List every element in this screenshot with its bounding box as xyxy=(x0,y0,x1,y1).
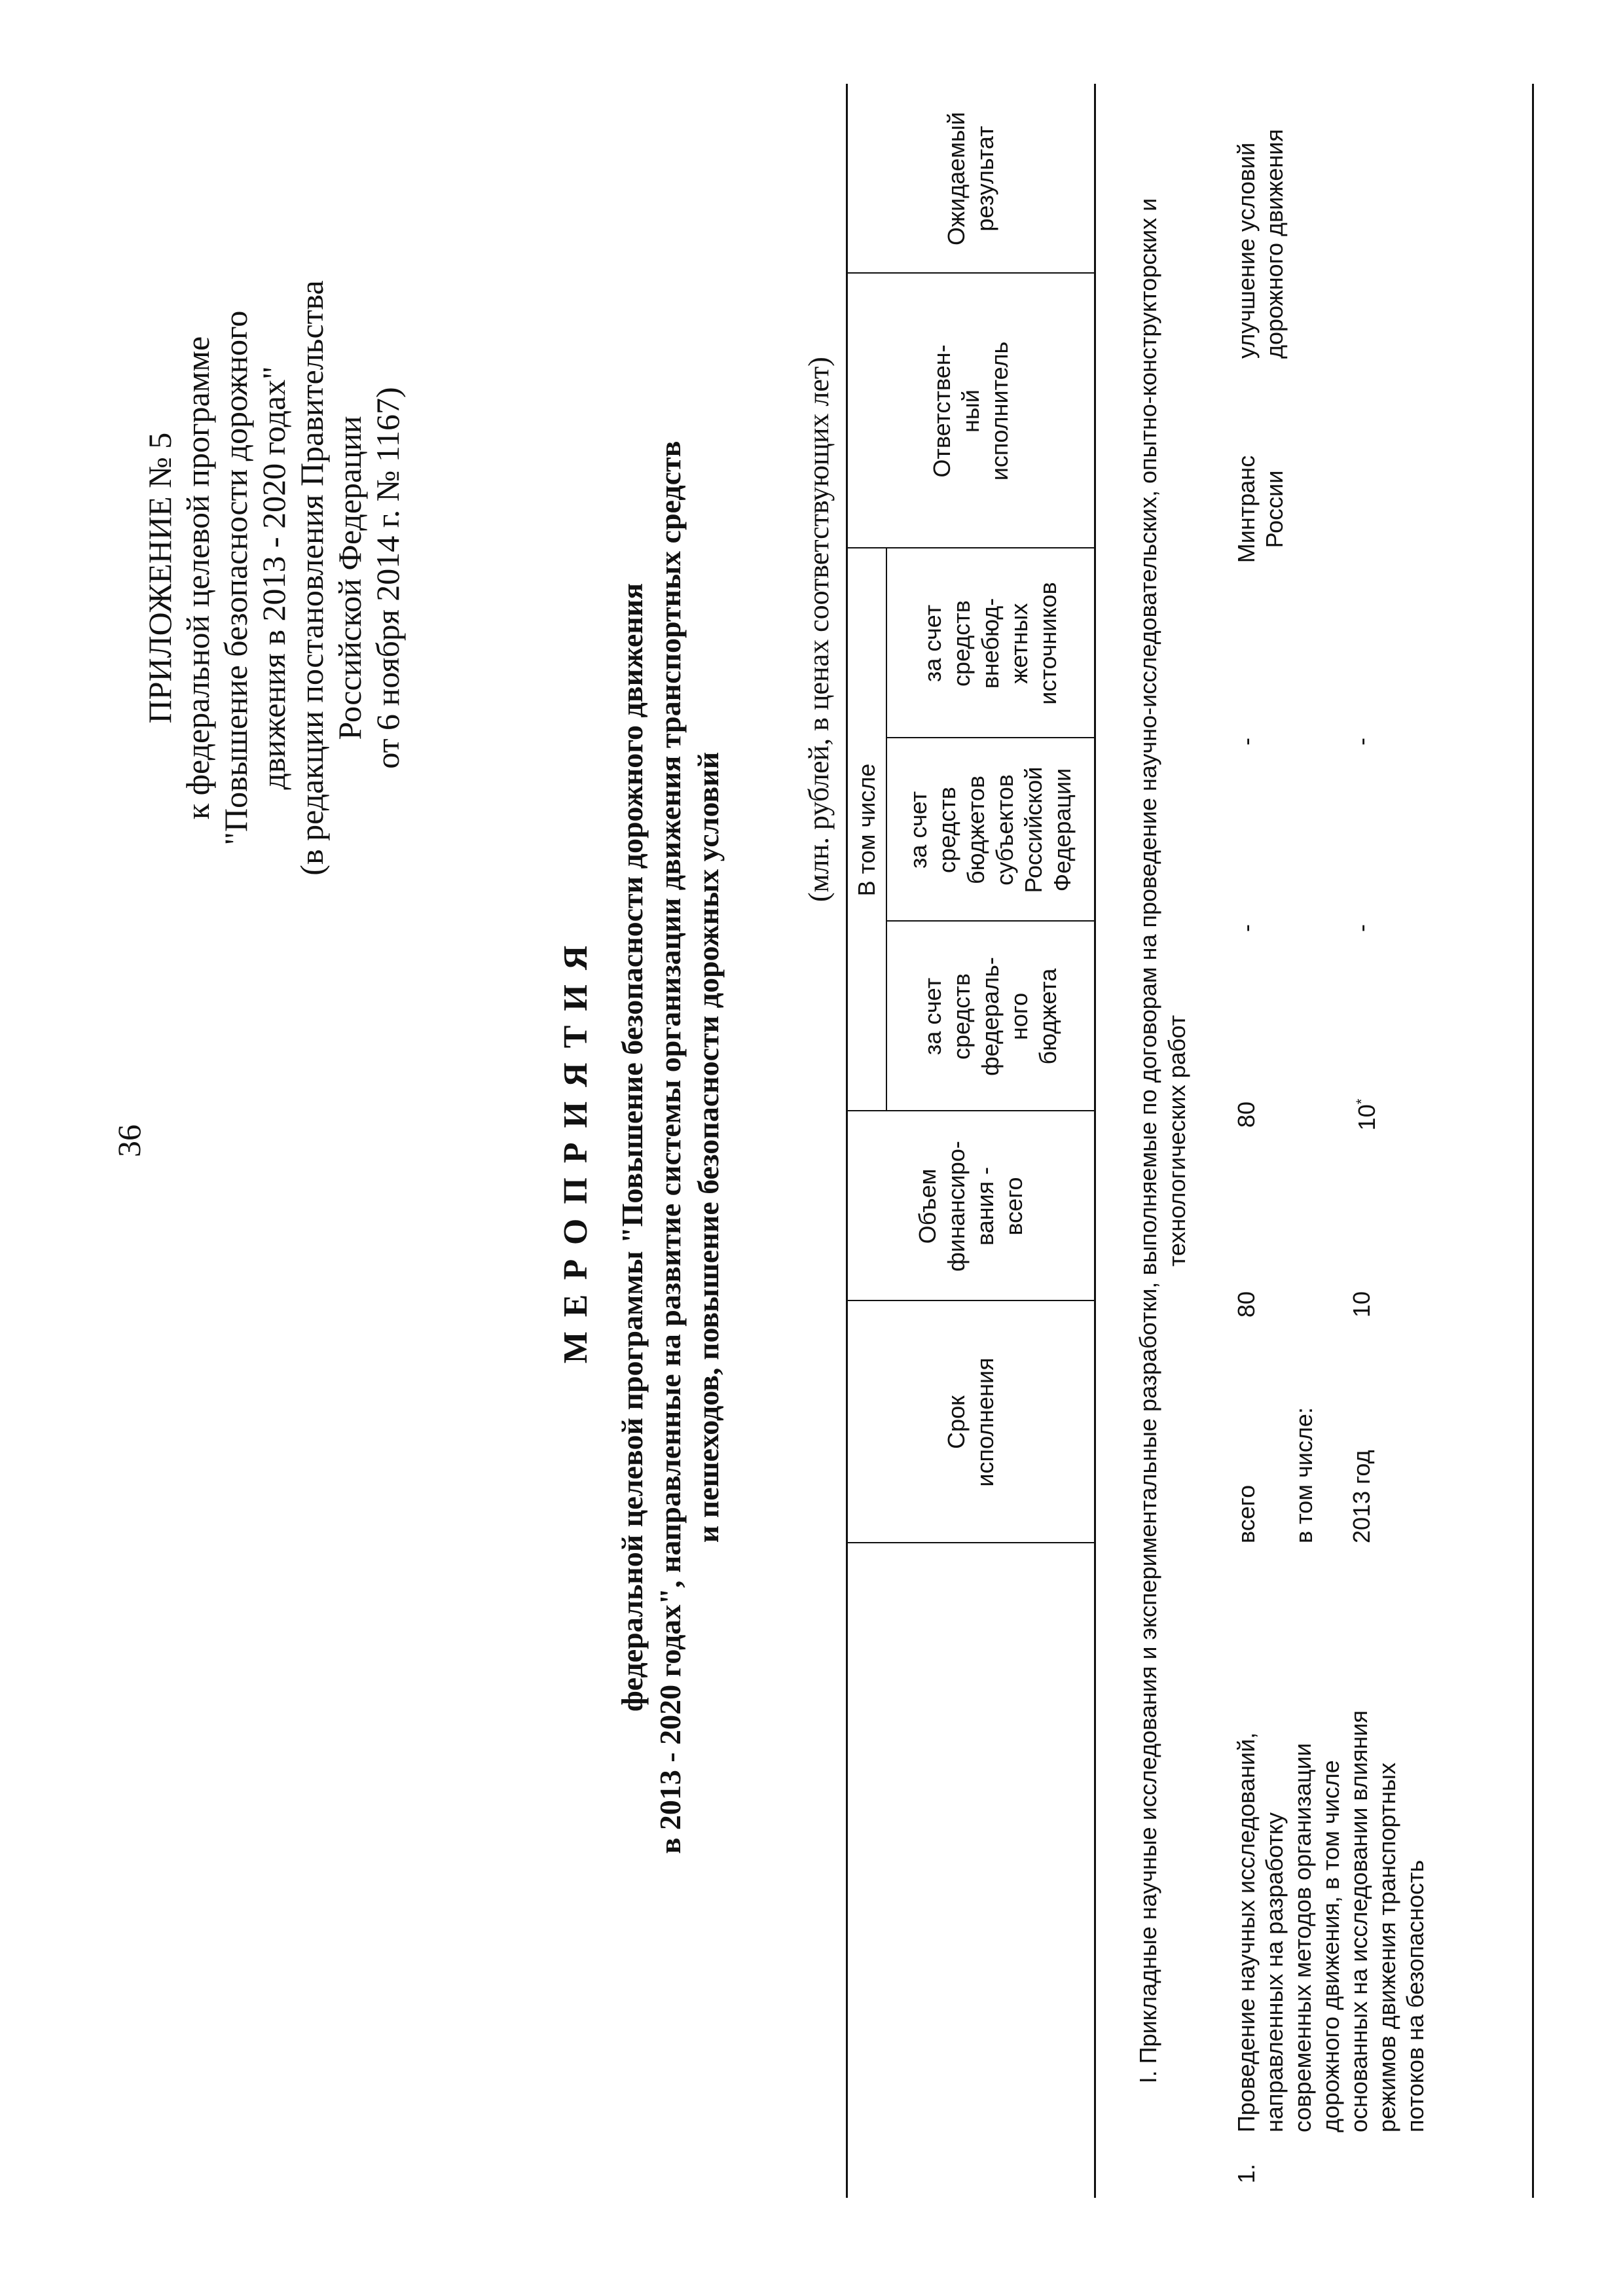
col-result-header: Ожидаемый результат xyxy=(943,112,998,245)
row-federal: 80 xyxy=(1233,1101,1260,1128)
appendix-line: Российской Федерации xyxy=(331,416,368,740)
page-number: 36 xyxy=(111,1124,147,1157)
footnote-mark: * xyxy=(1353,1098,1370,1105)
title-sub-line: в 2013 - 2020 годах", направленные на развитие системы организации движения транспортных средств xyxy=(653,440,687,1854)
row-number: 1. xyxy=(1233,2163,1260,2183)
appendix-line: движения в 2013 - 2020 годах" xyxy=(255,366,292,790)
col-regional-header: за счет средств бюджетов субъектов Российской Федерации xyxy=(905,766,1076,893)
document-title xyxy=(556,110,727,2185)
row-term: всего xyxy=(1233,1484,1260,1543)
title-main: МЕРОПРИЯТИЯ xyxy=(557,931,594,1364)
row-extra: - xyxy=(1348,738,1375,745)
row-description: Проведение научных исследований, направленных на разработку современных методов организации дорожного движения, в том числе основанных на исследовании влияния режимов движения транспортных потоков на безопасность xyxy=(1233,1710,1429,2132)
appendix-line: к федеральной целевой программе xyxy=(179,336,216,820)
row-federal-value: 10 xyxy=(1353,1104,1380,1131)
row-total: 10 xyxy=(1348,1291,1375,1318)
row-responsible: Минтранс России xyxy=(1233,455,1288,564)
appendix-block xyxy=(141,169,407,987)
table-header xyxy=(846,84,1096,2198)
title-sub-line: и пешеходов, повышение безопасности дорожных условий xyxy=(691,751,725,1543)
appendix-line: ПРИЛОЖЕНИЕ № 5 xyxy=(141,432,178,724)
row-term: 2013 год xyxy=(1348,1450,1375,1543)
table-bottom-rule xyxy=(1532,84,1534,2198)
col-federal-header: за счет средств федераль- ного бюджета xyxy=(919,957,1061,1076)
row-federal xyxy=(1347,1020,1381,1210)
col-responsible-header: Ответствен- ный исполнитель xyxy=(928,341,1013,481)
title-sub-line: федеральной целевой программы "Повышение безопасности дорожного движения xyxy=(615,583,649,1712)
row-term-subtotal-label: в том числе: xyxy=(1290,1407,1317,1543)
appendix-line: (в редакции постановления Правительства xyxy=(293,280,330,876)
appendix-line: от 6 ноября 2014 г. № 1167) xyxy=(369,387,406,769)
col-extra-header: за счет средств внебюд- жетных источников xyxy=(919,582,1061,705)
row-result: улучшение условий дорожного движения xyxy=(1233,129,1288,359)
section-title: I. Прикладные научные исследования и экспериментальные разработки, выполняемые по договорам на проведение научно-исследовательских, опытно-конструкторских и технологических работ xyxy=(1135,198,1190,2084)
col-including-header: В том числе xyxy=(853,763,880,897)
appendix-line: "Повышение безопасности дорожного xyxy=(217,310,254,846)
col-total-header: Объем финансиро- вания - всего xyxy=(914,1141,1027,1272)
row-regional: - xyxy=(1348,924,1375,932)
row-total: 80 xyxy=(1233,1291,1260,1318)
units-note: (млн. рублей, в ценах соответствующих лет) xyxy=(803,357,835,902)
row-extra: - xyxy=(1233,738,1260,745)
row-regional: - xyxy=(1233,924,1260,932)
col-term-header: Срок исполнения xyxy=(943,1357,998,1487)
